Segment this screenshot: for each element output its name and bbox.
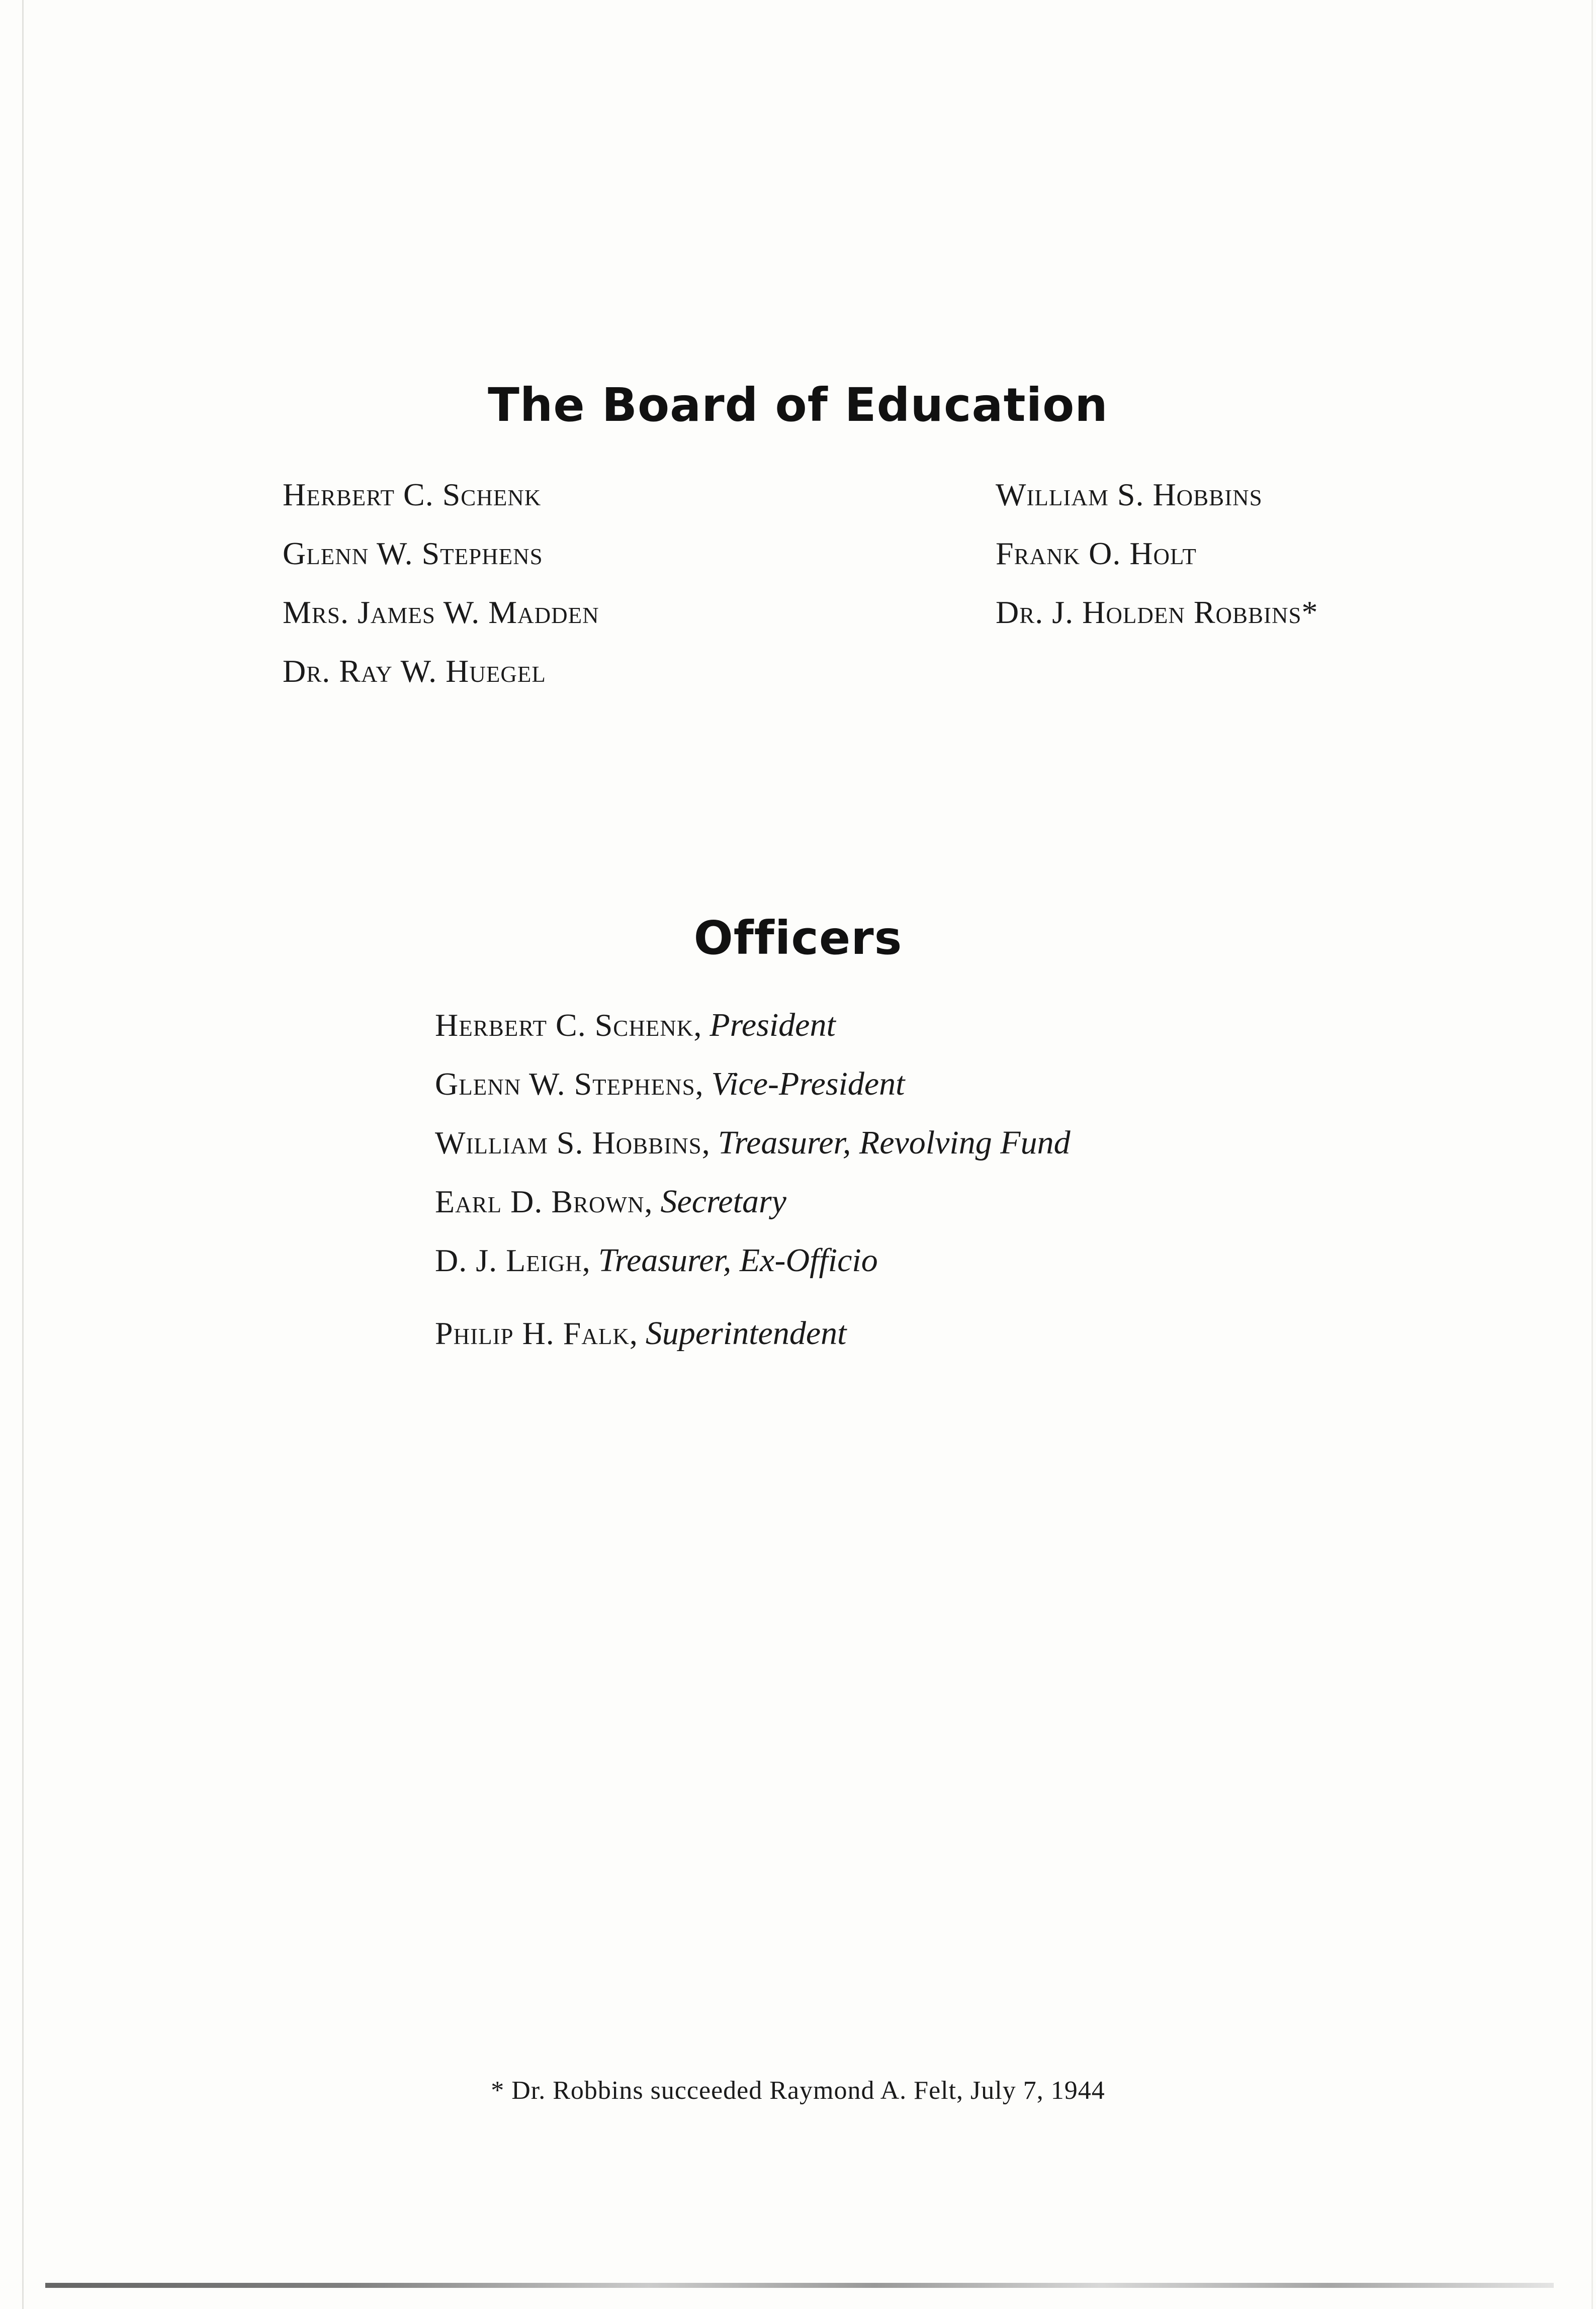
officer-separator: , — [644, 1184, 661, 1219]
officer-separator: , — [629, 1315, 646, 1351]
officer-title: Superintendent — [645, 1315, 847, 1352]
officer-entry — [435, 1304, 1071, 1363]
board-member: Herbert C. Schenk — [283, 477, 542, 512]
board-member: William S. Hobbins — [996, 477, 1263, 512]
officer-entry — [435, 1054, 1071, 1113]
officer-title: Treasurer, Ex-Officio — [598, 1242, 878, 1279]
officer-title: President — [710, 1007, 836, 1043]
board-heading: The Board of Education — [488, 378, 1108, 432]
officer-separator: , — [693, 1007, 710, 1043]
board-member: Mrs. James W. Madden — [283, 594, 599, 630]
officer-entry — [435, 1113, 1071, 1172]
board-member: Frank O. Holt — [996, 536, 1197, 571]
board-member: Dr. J. Holden Robbins* — [996, 594, 1318, 630]
officers-heading: Officers — [693, 911, 903, 965]
officer-separator: , — [582, 1242, 598, 1278]
officer-separator: , — [701, 1125, 718, 1161]
officer-title: Treasurer, Revolving Fund — [718, 1124, 1071, 1161]
officer-name: Philip H. Falk — [435, 1315, 630, 1351]
board-member: Glenn W. Stephens — [283, 536, 543, 571]
bottom-scan-rule — [45, 2283, 1554, 2288]
page-left-edge — [22, 0, 24, 2309]
officers-list — [435, 996, 1071, 1363]
officer-name: William S. Hobbins — [435, 1125, 702, 1161]
page-right-edge — [1591, 0, 1593, 2309]
footnote: * Dr. Robbins succeeded Raymond A. Felt, July 7, 1944 — [491, 2076, 1105, 2105]
board-member: Dr. Ray W. Huegel — [283, 653, 546, 689]
officer-separator: , — [695, 1066, 712, 1102]
officer-entry — [435, 996, 1071, 1054]
officer-title: Secretary — [660, 1183, 786, 1220]
officer-name: Glenn W. Stephens — [435, 1066, 695, 1102]
officer-entry — [435, 1172, 1071, 1231]
officer-name: D. J. Leigh — [435, 1242, 582, 1278]
officer-entry — [435, 1231, 1071, 1290]
board-members-right-column — [996, 465, 1318, 642]
board-members-left-column — [283, 465, 599, 700]
officer-title: Vice-President — [711, 1065, 905, 1102]
officer-name: Herbert C. Schenk — [435, 1007, 694, 1043]
officer-name: Earl D. Brown — [435, 1184, 645, 1219]
